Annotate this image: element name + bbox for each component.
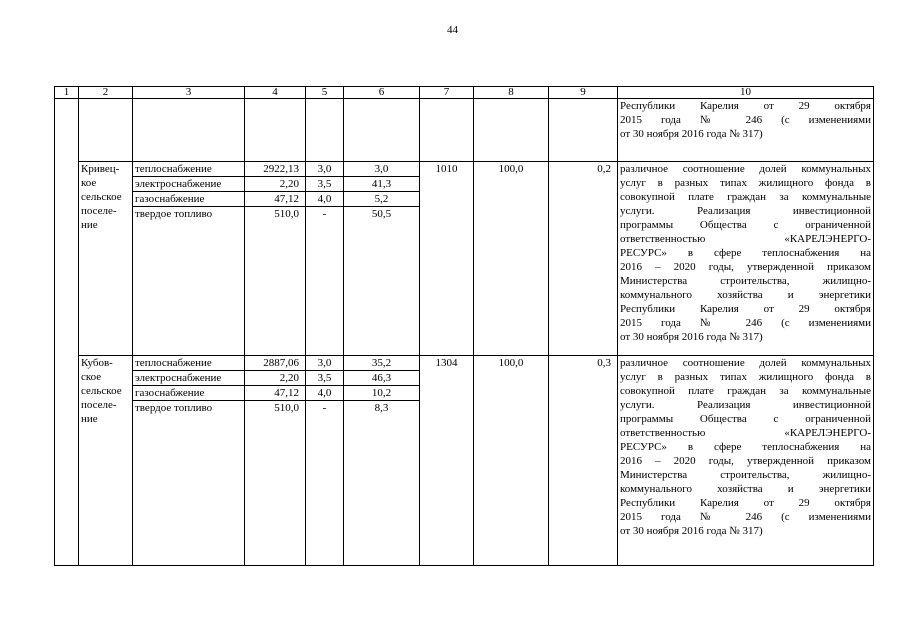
tariff-cell: 2887,06 2,20 47,12 510,0 <box>245 356 306 566</box>
growth-cell: 3,0 3,5 4,0 - <box>306 356 344 566</box>
description-cell: различное соотношение долей коммунальных услуг в разных типах жилищного фонда в совокупной плате граждан за коммунальные услуги. Реализация инвестиционной программы Общества с ограниченной ответственностью «КАРЕЛЭНЕРГО- РЕСУРС» в сфере теплоснабжения на 2016 – 2020 годы, утвержденной приказом Министерства строительства, жилищно- коммунального хозяйства и энергетики Республики Карелия от 29 октября 2015 года № 246 (с изменениями от 30 ноября 2016 года № 317) <box>618 162 874 356</box>
header-row <box>55 87 874 99</box>
table-row <box>55 162 874 356</box>
row-number-cell <box>55 99 79 566</box>
share-cell: 3,0 41,3 5,2 50,5 <box>344 162 420 356</box>
page-number: 44 <box>447 24 458 36</box>
table-cell <box>245 99 306 162</box>
settlement-name-cell: Кривец- кое сельское поселе- ние <box>79 162 133 356</box>
header-cell: 8 <box>474 87 549 99</box>
header-cell: 2 <box>79 87 133 99</box>
header-cell: 9 <box>549 87 618 99</box>
settlement-name-cell: Кубов- ское сельское поселе- ние <box>79 356 133 566</box>
table-cell <box>133 99 245 162</box>
table-row <box>55 356 874 566</box>
header-cell: 7 <box>420 87 474 99</box>
table-cell <box>549 99 618 162</box>
share-cell: 35,2 46,3 10,2 8,3 <box>344 356 420 566</box>
percent-cell: 100,0 <box>474 162 549 356</box>
resource-type-cell: теплоснабжение электроснабжение газоснабжение твердое топливо <box>133 162 245 356</box>
population-cell: 1010 <box>420 162 474 356</box>
table-row <box>55 99 874 162</box>
resource-type-cell: теплоснабжение электроснабжение газоснабжение твердое топливо <box>133 356 245 566</box>
data-table <box>54 86 874 566</box>
percent-cell: 100,0 <box>474 356 549 566</box>
description-cell: различное соотношение долей коммунальных услуг в разных типах жилищного фонда в совокупной плате граждан за коммунальные услуги. Реализация инвестиционной программы Общества с ограниченной ответственностью «КАРЕЛЭНЕРГО- РЕСУРС» в сфере теплоснабжения на 2016 – 2020 годы, утвержденной приказом Министерства строительства, жилищно- коммунального хозяйства и энергетики Республики Карелия от 29 октября 2015 года № 246 (с изменениями от 30 ноября 2016 года № 317) <box>618 356 874 566</box>
header-cell: 5 <box>306 87 344 99</box>
table-cell <box>474 99 549 162</box>
ratio-cell: 0,2 <box>549 162 618 356</box>
table-cell <box>79 99 133 162</box>
table-cell <box>420 99 474 162</box>
header-cell: 10 <box>618 87 874 99</box>
header-cell: 1 <box>55 87 79 99</box>
tariff-cell: 2922,13 2,20 47,12 510,0 <box>245 162 306 356</box>
population-cell: 1304 <box>420 356 474 566</box>
table-cell <box>306 99 344 162</box>
header-cell: 3 <box>133 87 245 99</box>
header-cell: 4 <box>245 87 306 99</box>
header-cell: 6 <box>344 87 420 99</box>
description-cell: Республики Карелия от 29 октября 2015 года № 246 (с изменениями от 30 ноября 2016 года № 317) <box>618 99 874 162</box>
growth-cell: 3,0 3,5 4,0 - <box>306 162 344 356</box>
table-cell <box>344 99 420 162</box>
ratio-cell: 0,3 <box>549 356 618 566</box>
